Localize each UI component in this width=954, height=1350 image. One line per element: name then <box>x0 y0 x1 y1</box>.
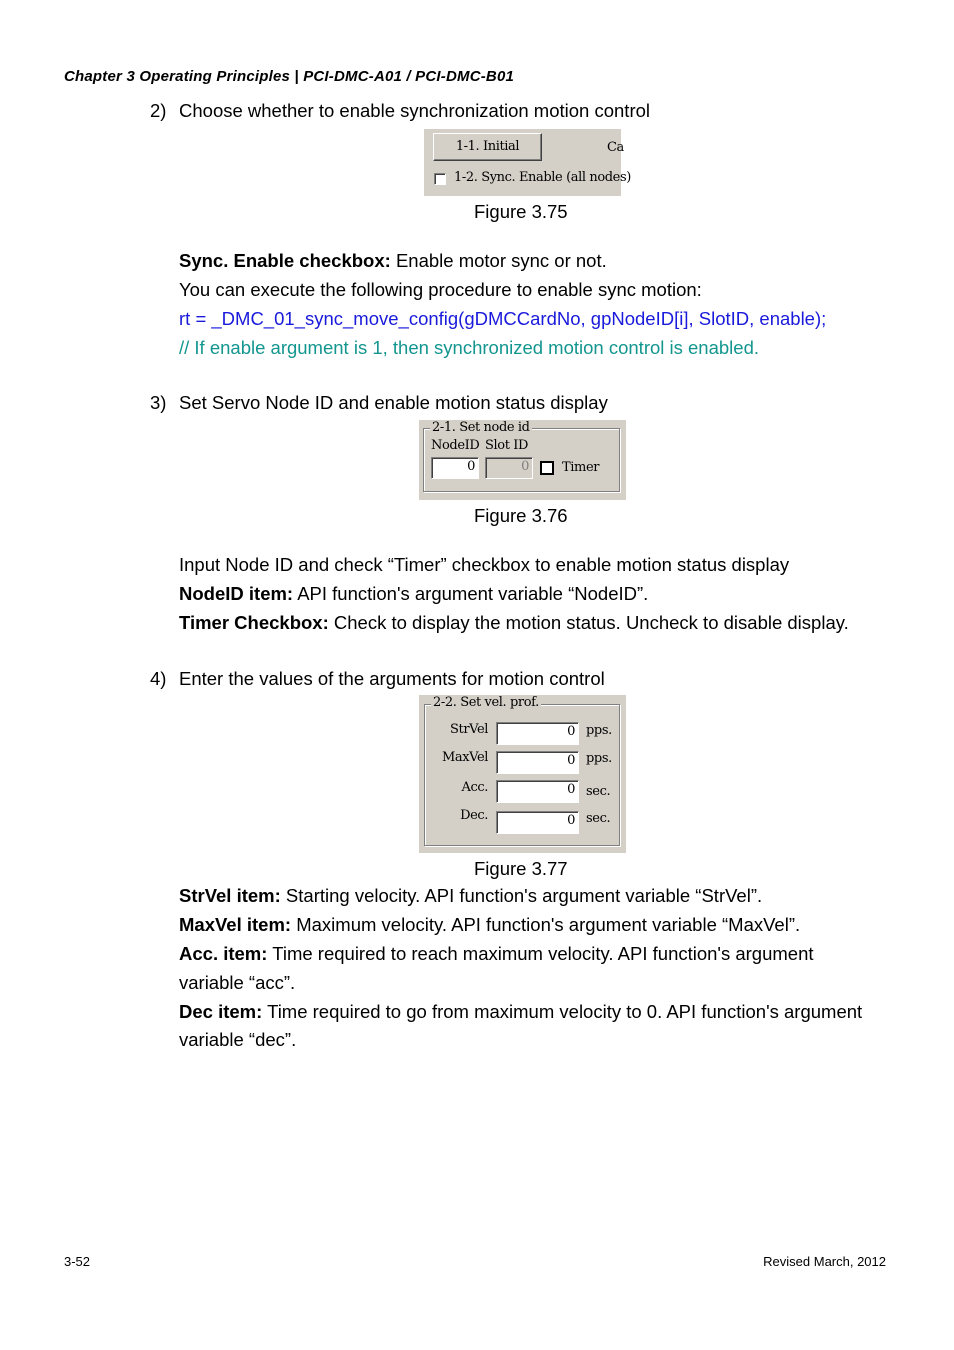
timer-checkbox[interactable] <box>540 461 554 475</box>
timer-checkbox-term: Timer Checkbox: <box>179 612 329 633</box>
nodeid-input[interactable]: 0 <box>431 457 479 479</box>
acc-item-desc <box>179 943 814 965</box>
revision-date: Revised March, 2012 <box>763 1254 886 1269</box>
chapter-header: Chapter 3 Operating Principles | PCI-DMC-A01 / PCI-DMC-B01 <box>64 68 515 85</box>
step-3-text: Set Servo Node ID and enable motion status display <box>179 392 608 413</box>
sync-enable-desc <box>179 250 607 272</box>
nodeid-item-term: NodeID item: <box>179 583 294 604</box>
timer-checkbox-desc <box>179 612 849 634</box>
step-4-number: 4) <box>150 668 167 689</box>
acc-unit: sec. <box>586 784 611 799</box>
dec-item-desc-cont: variable “dec”. <box>179 1029 297 1050</box>
sync-enable-label: 1-2. Sync. Enable (all nodes) <box>454 170 631 185</box>
acc-item-term: Acc. item: <box>179 943 268 964</box>
maxvel-item-desc <box>179 914 800 936</box>
slotid-input: 0 <box>485 457 533 479</box>
step-2-number: 2) <box>150 100 167 121</box>
sync-procedure-line: You can execute the following procedure to enable sync motion: <box>179 279 702 300</box>
acc-input[interactable]: 0 <box>496 780 579 803</box>
figure-3-75-caption: Figure 3.75 <box>474 201 568 222</box>
acc-item-text: Time required to reach maximum velocity. API function's argument <box>267 943 814 964</box>
dec-label: Dec. <box>460 808 488 823</box>
nodeid-instructions: Input Node ID and check “Timer” checkbox to enable motion status display <box>179 554 790 575</box>
dec-item-desc <box>179 1001 862 1023</box>
step-3-number: 3) <box>150 392 167 413</box>
figure-3-75-screenshot <box>424 129 631 196</box>
acc-label: Acc. <box>461 780 488 795</box>
strvel-unit: pps. <box>586 723 612 738</box>
sync-enable-term: Sync. Enable checkbox: <box>179 250 391 271</box>
acc-item-desc-cont: variable “acc”. <box>179 972 296 993</box>
sync-enable-checkbox[interactable] <box>434 173 446 185</box>
maxvel-input[interactable]: 0 <box>496 751 579 774</box>
maxvel-label: MaxVel <box>441 750 488 765</box>
maxvel-item-term: MaxVel item: <box>179 914 292 935</box>
figure-3-76-screenshot <box>419 420 626 500</box>
dec-item-text: Time required to go from maximum velocity to 0. API function's argument <box>262 1001 863 1022</box>
timer-label: Timer <box>562 460 600 475</box>
sync-enable-text: Enable motor sync or not. <box>390 250 607 271</box>
set-vel-prof-title: 2-2. Set vel. prof. <box>433 695 539 710</box>
strvel-input[interactable]: 0 <box>496 722 579 745</box>
dec-input[interactable]: 0 <box>496 811 579 834</box>
strvel-item-term: StrVel item: <box>179 885 281 906</box>
strvel-item-text: Starting velocity. API function's argument variable “StrVel”. <box>280 885 763 906</box>
timer-checkbox-text: Check to display the motion status. Uncheck to disable display. <box>328 612 849 633</box>
figure-3-76-caption: Figure 3.76 <box>474 505 568 526</box>
sync-code-comment: // If enable argument is 1, then synchronized motion control is enabled. <box>179 337 760 358</box>
nodeid-item-desc <box>179 583 648 605</box>
maxvel-unit: pps. <box>586 751 612 766</box>
set-node-id-title: 2-1. Set node id <box>432 420 530 435</box>
dec-unit: sec. <box>586 811 611 826</box>
initial-button[interactable] <box>433 133 542 161</box>
page-number: 3-52 <box>64 1254 91 1269</box>
slotid-label: Slot ID <box>485 438 529 453</box>
cutoff-label: Ca <box>607 140 624 155</box>
figure-3-77-caption: Figure 3.77 <box>474 858 568 879</box>
sync-code-line: rt = _DMC_01_sync_move_config(gDMCCardNo, gpNodeID[i], SlotID, enable); <box>179 308 827 329</box>
maxvel-item-text: Maximum velocity. API function's argument variable “MaxVel”. <box>291 914 801 935</box>
figure-3-77-screenshot <box>419 695 626 853</box>
initial-button-label: 1-1. Initial <box>455 139 520 154</box>
step-4-text: Enter the values of the arguments for motion control <box>179 668 605 689</box>
nodeid-item-text: API function's argument variable “NodeID”. <box>293 583 649 604</box>
dec-item-term: Dec item: <box>179 1001 263 1022</box>
nodeid-label: NodeID <box>431 438 480 453</box>
strvel-label: StrVel <box>450 722 488 737</box>
strvel-item-desc <box>179 885 762 907</box>
step-2-text: Choose whether to enable synchronization motion control <box>179 100 651 121</box>
